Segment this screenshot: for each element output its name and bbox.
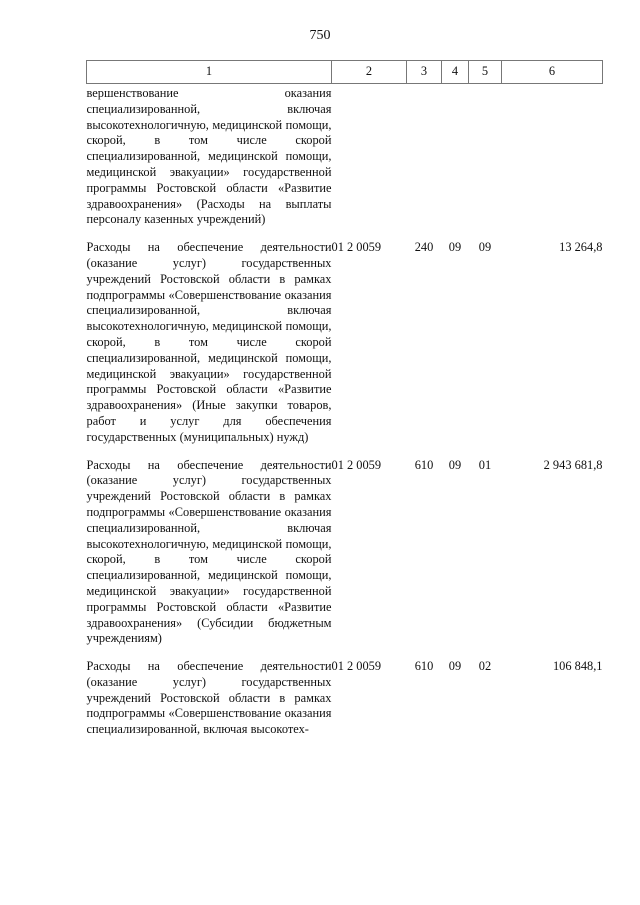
- row-target-code: 01 2 0059: [331, 457, 382, 472]
- row-amount: 2 943 681,8: [543, 457, 603, 472]
- table-row: [87, 659, 603, 750]
- row-amount: 13 264,8: [559, 240, 603, 255]
- row-section: 09: [448, 240, 462, 255]
- row-subsection: 01: [478, 457, 492, 472]
- row-expense-type: 240: [414, 240, 434, 255]
- row-amount: [502, 84, 603, 241]
- column-header-1: 1: [87, 61, 332, 84]
- row-expense-type: 610: [414, 659, 434, 674]
- table-header-row: [87, 61, 603, 84]
- row-section: 09: [448, 659, 462, 674]
- row-description: Расходы на обеспечение деятельности (оказание услуг) государственных учреждений Ростовской области в рамках подпрограммы «Совершенствование оказания специализированной, включая высокотехнологичную, медицинской помощи, скорой, в том числе скорой специализированной, медицинской помощи, медицинской эвакуации» государственной программы Ростовской области «Развитие здравоохранения» (Иные закупки товаров, работ и услуг для обеспечения государственных (муниципальных) нужд): [86, 240, 332, 444]
- column-header-2: 2: [332, 61, 407, 84]
- table-row: [87, 458, 603, 660]
- row-subsection: 02: [478, 659, 492, 674]
- row-target-code: 01 2 0059: [331, 659, 382, 674]
- row-subsection: 09: [478, 240, 492, 255]
- row-subsection: [469, 84, 502, 241]
- row-expense-type: [407, 84, 442, 241]
- row-description: Расходы на обеспечение деятельности (оказание услуг) государственных учреждений Ростовской области в рамках подпрограммы «Совершенствование оказания специализированной, включая высокотех-: [86, 659, 332, 737]
- budget-table: [86, 60, 603, 750]
- table-row: [87, 240, 603, 457]
- row-section: 09: [448, 457, 462, 472]
- row-description: Расходы на обеспечение деятельности (оказание услуг) государственных учреждений Ростовской области в рамках подпрограммы «Совершенствование оказания специализированной, включая высокотехнологичную, медицинской помощи, скорой, в том числе скорой специализированной, медицинской помощи, медицинской эвакуации» государственной программы Ростовской области «Развитие здравоохранения» (Субсидии бюджетным учреждениям): [86, 457, 332, 646]
- row-section: [442, 84, 469, 241]
- column-header-5: 5: [469, 61, 502, 84]
- column-header-6: 6: [502, 61, 603, 84]
- column-header-3: 3: [407, 61, 442, 84]
- row-description: вершенствование оказания специализированной, включая высокотехнологичную, медицинской помощи, скорой, в том числе скорой специализированной, медицинской помощи, медицинской эвакуации» государственной программы Ростовской области «Развитие здравоохранения» (Расходы на выплаты персоналу казенных учреждений): [86, 86, 332, 227]
- table-row: [87, 84, 603, 241]
- row-target-code: 01 2 0059: [331, 240, 382, 255]
- row-target-code: [332, 84, 407, 241]
- row-expense-type: 610: [414, 457, 434, 472]
- row-amount: 106 848,1: [552, 659, 603, 674]
- page-number: 750: [309, 28, 331, 43]
- column-header-4: 4: [442, 61, 469, 84]
